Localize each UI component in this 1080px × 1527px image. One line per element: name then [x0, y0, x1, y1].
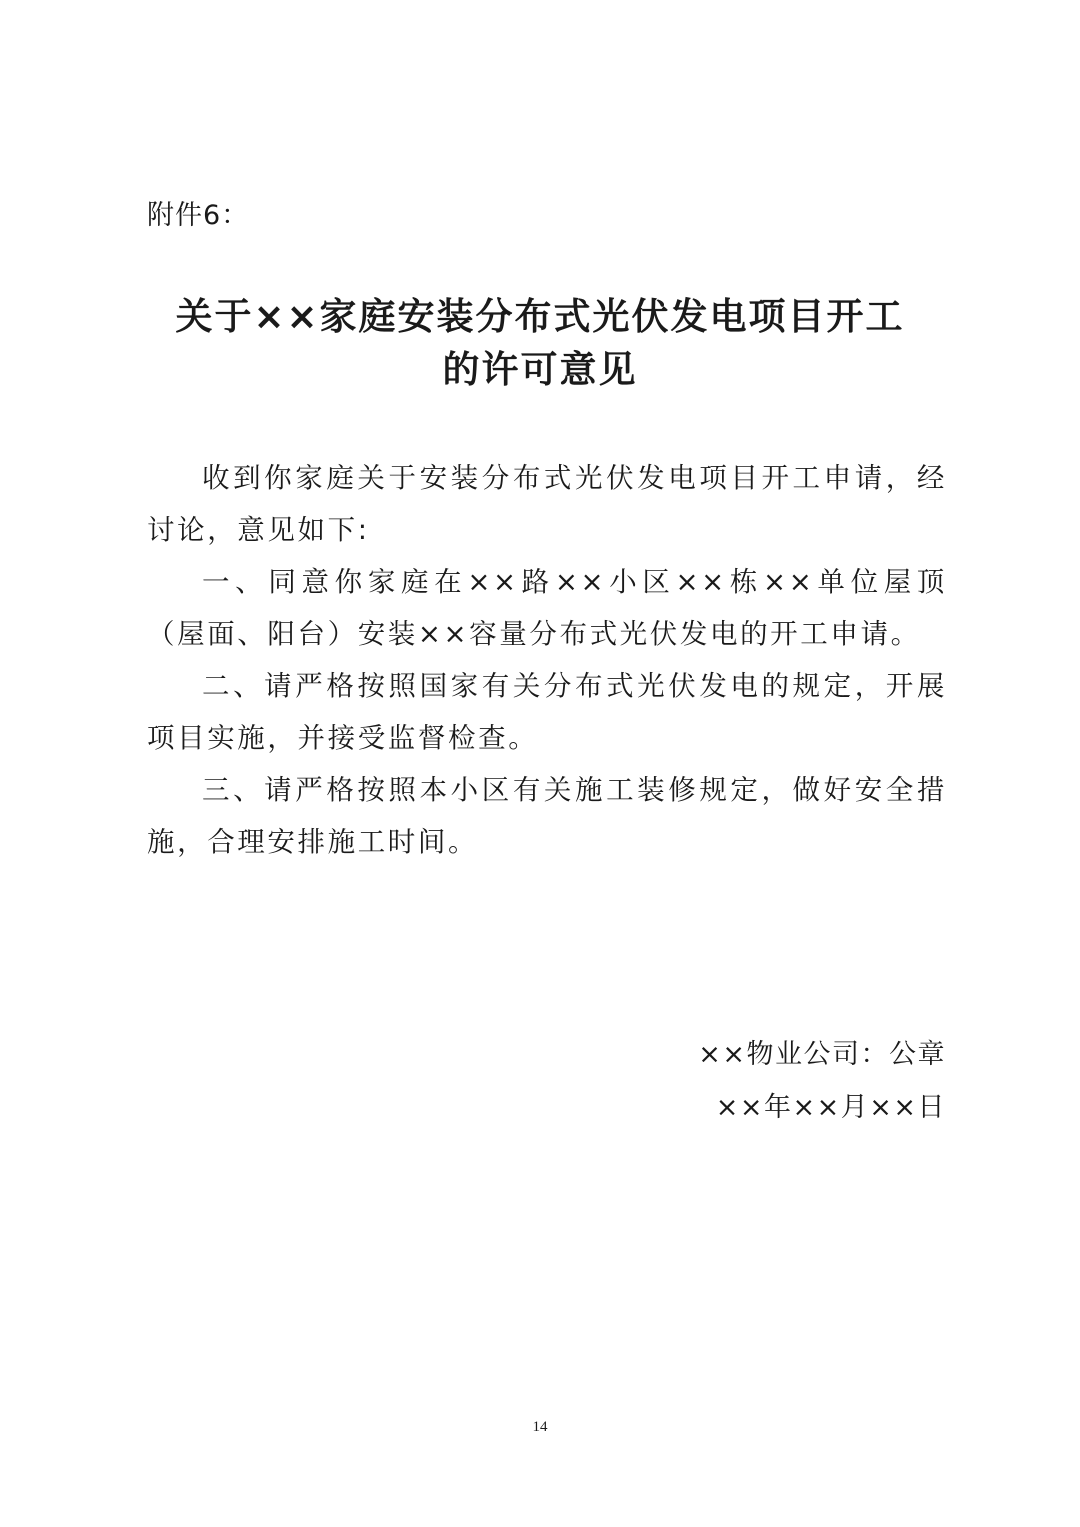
document-title-line-1: 关于××家庭安装分布式光伏发电项目开工: [175, 295, 905, 338]
paragraph-item-2: 二、请严格按照国家有关分布式光伏发电的规定，开展项目实施，并接受监督检查。: [147, 670, 947, 754]
document-body: [147, 452, 947, 868]
paragraph-intro: 收到你家庭关于安装分布式光伏发电项目开工申请，经讨论，意见如下:: [147, 462, 947, 546]
document-title-line-2: 的许可意见: [442, 348, 638, 391]
paragraph-item-1: 一、同意你家庭在××路××小区××栋××单位屋顶（屋面、阳台）安装××容量分布式光伏发电的开工申请。: [147, 566, 947, 650]
paragraph-item-3: 三、请严格按照本小区有关施工装修规定，做好安全措施，合理安排施工时间。: [147, 774, 947, 858]
page-number: 14: [532, 1419, 548, 1435]
signature-company: ××物业公司：公章: [698, 1039, 946, 1070]
attachment-label: 附件6：: [147, 200, 250, 231]
signature-date: ××年××月××日: [715, 1092, 946, 1123]
